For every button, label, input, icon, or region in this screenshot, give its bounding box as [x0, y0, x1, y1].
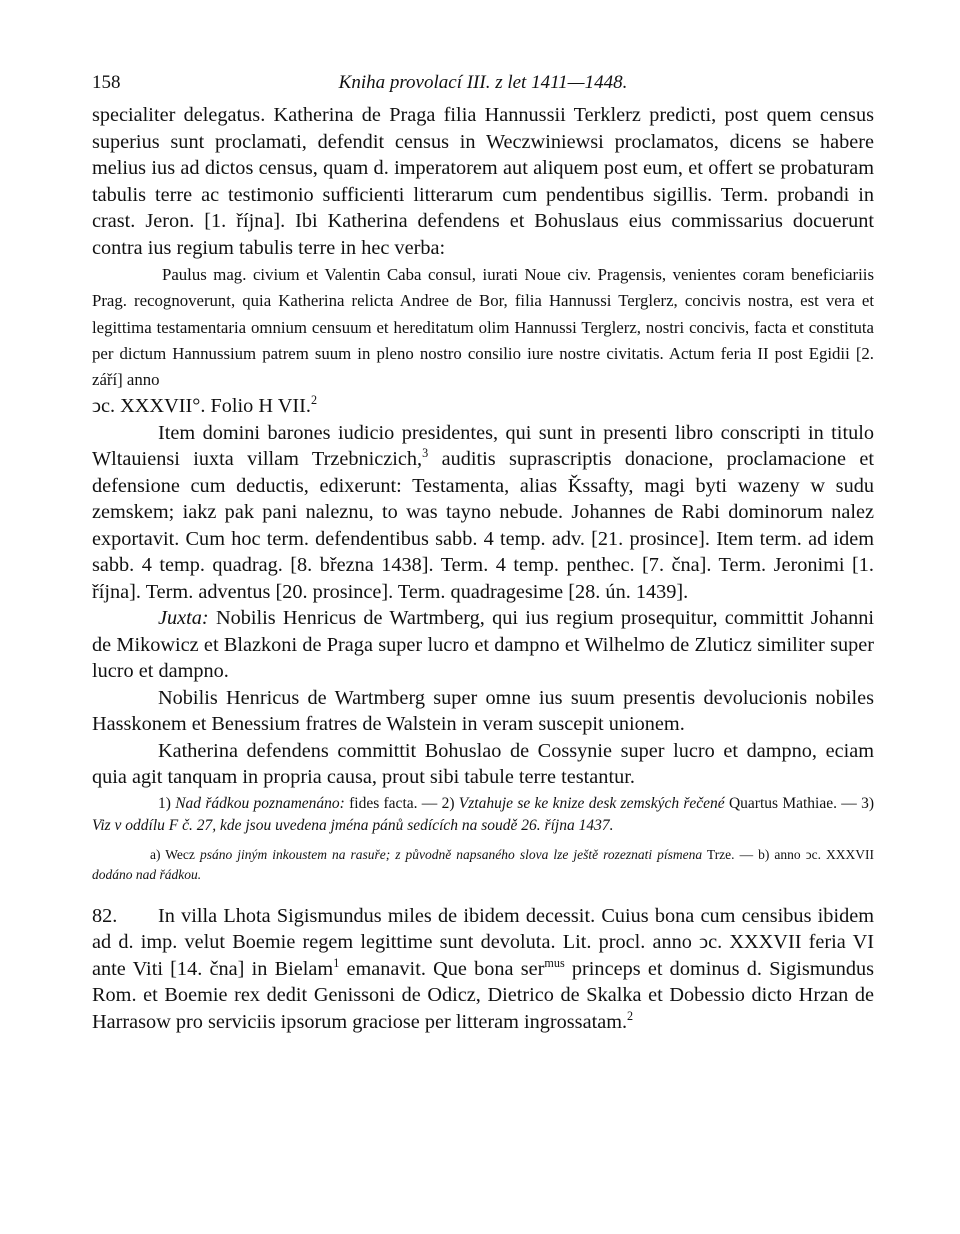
entry-82 [92, 903, 874, 1036]
page-header [92, 72, 874, 102]
quoted-record-text: Paulus mag. civium et Valentin Caba consul, iurati Noue civ. Pragensis, venientes coram beneficiariis Prag. recognoverunt, quia Katherina relicta Andree de Bor, filia Hannussi Terglerz, concivis nostra, est vera et legittima testamentaria omnium censuum et hereditatum olim Hannussi Terglerz, nostri concivis, facta et constituta per dictum Hannussium patrem suum in pleno nostro consilio iure nostre civitatis. Actum feria II post Egidii [2. září] anno [92, 265, 874, 390]
quoted-record-end [92, 393, 874, 420]
textual-notes [92, 845, 874, 885]
para3-text: Nobilis Henricus de Wartmberg, qui ius regium prosequitur, committit Johanni de Mikowicz et Blazkoni de Praga super lucro et dampno et Wilhelmo de Zluticz similiter super lucro et dampno. [92, 607, 874, 683]
quoted-record [92, 262, 874, 393]
footnote-3-mark: 3) [861, 794, 874, 812]
entry-82-text-3: princeps et dominus d. Sigismundus Rom. et Boemie rex dedit Genissoni de Odicz, Dietrico de Skalka et Dobessio dicto Hrzan de Harrasow pro serviciis ipsorum graciose per litteram ingrossatam. [92, 957, 875, 1033]
paragraph-juxta [92, 605, 874, 685]
footnotes [92, 793, 874, 837]
footnote-ref-3: 3 [422, 446, 429, 461]
footnote-2-text-italic: Vztahuje se ke knize desk zemských řečené [454, 794, 725, 812]
footnote-ref-2: 2 [310, 393, 318, 408]
page-number: 158 [92, 72, 121, 93]
para2-text-1: Item domini barones iudicio presidentes, qui sunt in presenti libro conscripti in titulo Wltauiensi iuxta villam Trzebniczich, [92, 421, 874, 471]
footnote-2-mark: 2) [441, 794, 455, 812]
footnote-1-text-italic: Nad řádkou poznamenáno: [170, 794, 345, 812]
running-title: Kniha provolací III. z let 1411—1448. [338, 72, 628, 93]
footnote-3-text-italic: Viz v oddílu F č. 27, kde jsou uvedena jména pánů sedících na soudě 26. října 1437. [92, 816, 614, 834]
footnote-ref-1: 1 [333, 956, 340, 971]
footnote-2-text: Quartus Mathiae. — [724, 794, 862, 812]
juxta-label: Juxta: [158, 607, 209, 630]
textnote-a-text: psáno jiným inkoustem na rasuře; z původně napsaného slova lze ještě rozeznati písmena [194, 846, 703, 862]
superscript-mus: mus [544, 956, 565, 971]
paragraph-unio: Nobilis Henricus de Wartmberg super omne ius suum presentis devolucionis nobiles Hasskonem et Benessium fratres de Walstein in veram suscepit unionem. [92, 686, 874, 736]
textnote-a-term: Wecz [160, 846, 195, 862]
textnote-a-letters: Trze. — [702, 846, 759, 862]
paragraph-barones-judgment [92, 420, 874, 606]
entry-82-text-2: emanavit. Que bona ser [339, 957, 545, 980]
textnote-b-term: anno ↄc. XXXVII [769, 846, 874, 862]
paragraph-katherina-defense: specialiter delegatus. Katherina de Praga filia Hannussii Terklerz predicti, post quem census superius sunt proclamati, defendit census in Weczwiniewsi proclamatos, dicens se habere melius ius ad dictos census, quam d. imperatorem aut aliquem post eum, et offert se probaturam tabulis terre ac testimonio sufficienti litterarum cum pendentibus sigillis. Term. probandi in crast. Jeron. [1. října]. Ibi Katherina defendens et Bohuslaus eius commissarius docuerunt contra ius regium tabulis terre in hec verba: [92, 104, 874, 259]
footnote-1-text: fides facta. — [344, 794, 442, 812]
textnote-a-mark: a) [150, 846, 161, 862]
quoted-record-end-text: ↄc. XXXVII°. Folio H VII. [92, 395, 311, 418]
footnote-1-mark: 1) [158, 794, 171, 812]
footnote-ref-2b: 2 [627, 1009, 634, 1024]
entry-82-text-1: In villa Lhota Sigismundus miles de ibidem decessit. Cuius bona cum censibus ibidem ad d. imp. velut Boemie regem legittime sunt devoluta. Lit. procl. anno ↄc. XXXVII feria VI ante Viti [14. čna] in Bielam [92, 904, 874, 980]
para2-text-2: auditis suprascriptis donacione, proclamacione et defensione cum deductis, edixerunt: Testamenta, alias Ǩssafty, magi byti wazeny w sudu zemskem; iakz pak pani naleznu, to was tayno nebude. Johannes de Rabi dominorum nalez exportavit. Cum hoc term. defendentibus sabb. 4 temp. adv. [21. prosince]. Item term. ad idem sabb. 4 temp. quadrag. [8. března 1438]. Term. 4 temp. penthec. [7. čna]. Term. Jeronimi [1. října]. Term. adventus [20. prosince]. Term. quadragesime [28. ún. 1439]. [92, 448, 875, 603]
page [92, 72, 874, 1035]
paragraph-katherina-committit: Katherina defendens committit Bohuslao de Cossynie super lucro et dampno, eciam quia agit tanquam in propria causa, prout sibi tabule terre testantur. [92, 739, 874, 789]
textnote-b-text: dodáno nad řádkou. [92, 866, 202, 882]
entry-number: 82. [92, 904, 118, 927]
textnote-b-mark: b) [758, 846, 770, 862]
